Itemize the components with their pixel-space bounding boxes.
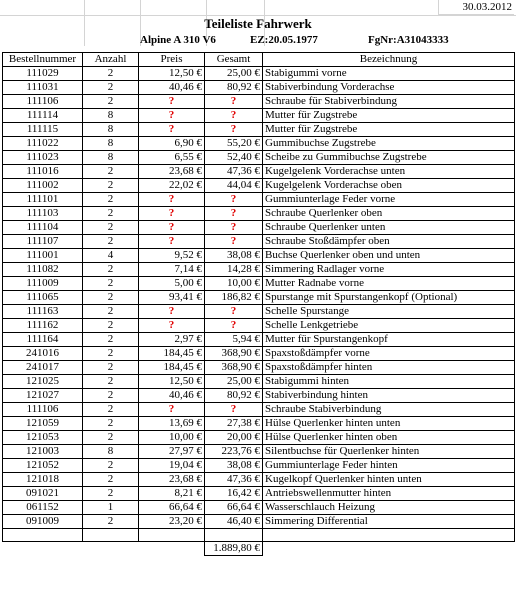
quantity-cell[interactable]: 2: [83, 361, 139, 375]
description-cell[interactable]: Stabiverbindung Vorderachse: [263, 81, 515, 95]
order-number-cell[interactable]: 111104: [3, 221, 83, 235]
quantity-cell[interactable]: 2: [83, 333, 139, 347]
empty-cell[interactable]: [205, 529, 263, 542]
total-cell[interactable]: 16,42 €: [205, 487, 263, 501]
description-cell[interactable]: Stabigummi vorne: [263, 67, 515, 81]
quantity-cell[interactable]: 2: [83, 235, 139, 249]
total-cell[interactable]: [205, 109, 263, 123]
unknown-value-mark: ?: [230, 95, 237, 107]
table-header-row: [3, 53, 515, 67]
total-cell[interactable]: [205, 123, 263, 137]
price-cell[interactable]: 8,21 €: [139, 487, 205, 501]
price-cell[interactable]: [139, 221, 205, 235]
table-row: [3, 515, 515, 529]
quantity-cell[interactable]: 2: [83, 375, 139, 389]
empty-cell[interactable]: [3, 542, 83, 556]
table-row: [3, 445, 515, 459]
column-header-description[interactable]: Bezeichnung: [263, 53, 515, 67]
unknown-value-mark: ?: [230, 319, 237, 331]
column-header-quantity[interactable]: Anzahl: [83, 53, 139, 67]
column-header-order-number[interactable]: Bestellnummer: [3, 53, 83, 67]
table-row: [3, 501, 515, 515]
empty-cell[interactable]: [83, 542, 139, 556]
description-cell[interactable]: Gummiunterlage Feder hinten: [263, 459, 515, 473]
grand-total-row: [3, 542, 515, 556]
price-cell[interactable]: [139, 319, 205, 333]
price-cell[interactable]: 23,68 €: [139, 473, 205, 487]
quantity-cell[interactable]: 2: [83, 417, 139, 431]
table-row: [3, 179, 515, 193]
table-row: [3, 375, 515, 389]
table-row: [3, 193, 515, 207]
total-cell[interactable]: 66,64 €: [205, 501, 263, 515]
total-cell[interactable]: 27,38 €: [205, 417, 263, 431]
quantity-cell[interactable]: 2: [83, 165, 139, 179]
quantity-cell[interactable]: 2: [83, 305, 139, 319]
order-number-cell[interactable]: 121003: [3, 445, 83, 459]
price-cell[interactable]: 12,50 €: [139, 67, 205, 81]
description-cell[interactable]: Buchse Querlenker oben und unten: [263, 249, 515, 263]
order-number-cell[interactable]: 241017: [3, 361, 83, 375]
unknown-value-mark: ?: [168, 207, 175, 219]
total-cell[interactable]: [205, 207, 263, 221]
grand-total-cell[interactable]: 1.889,80 €: [205, 542, 263, 556]
price-cell[interactable]: 13,69 €: [139, 417, 205, 431]
total-cell[interactable]: 80,92 €: [205, 81, 263, 95]
total-cell[interactable]: 368,90 €: [205, 361, 263, 375]
order-number-cell[interactable]: 111022: [3, 137, 83, 151]
price-cell[interactable]: [139, 403, 205, 417]
empty-cell[interactable]: [139, 542, 205, 556]
parts-table: [2, 52, 515, 556]
total-cell[interactable]: 47,36 €: [205, 473, 263, 487]
unknown-value-mark: ?: [168, 123, 175, 135]
description-cell[interactable]: Mutter für Zugstrebe: [263, 109, 515, 123]
price-cell[interactable]: [139, 109, 205, 123]
table-row: [3, 207, 515, 221]
quantity-cell[interactable]: 2: [83, 291, 139, 305]
description-cell[interactable]: Kugelgelenk Vorderachse unten: [263, 165, 515, 179]
order-number-cell[interactable]: 111009: [3, 277, 83, 291]
quantity-cell[interactable]: 2: [83, 389, 139, 403]
unknown-value-mark: ?: [168, 109, 175, 121]
total-cell[interactable]: 10,00 €: [205, 277, 263, 291]
empty-cell[interactable]: [263, 542, 515, 556]
order-number-cell[interactable]: 111164: [3, 333, 83, 347]
date-cell[interactable]: 30.03.2012: [438, 0, 514, 15]
total-cell[interactable]: 223,76 €: [205, 445, 263, 459]
price-cell[interactable]: [139, 123, 205, 137]
total-cell[interactable]: 5,94 €: [205, 333, 263, 347]
order-number-cell[interactable]: 121018: [3, 473, 83, 487]
unknown-value-mark: ?: [168, 221, 175, 233]
quantity-cell[interactable]: 2: [83, 515, 139, 529]
table-row: [3, 487, 515, 501]
total-cell[interactable]: 186,82 €: [205, 291, 263, 305]
table-row: [3, 249, 515, 263]
order-number-cell[interactable]: 111106: [3, 403, 83, 417]
price-cell[interactable]: 23,20 €: [139, 515, 205, 529]
table-row: [3, 305, 515, 319]
order-number-cell[interactable]: 111103: [3, 207, 83, 221]
order-number-cell[interactable]: 111001: [3, 249, 83, 263]
total-cell[interactable]: 38,08 €: [205, 249, 263, 263]
order-number-cell[interactable]: 121053: [3, 431, 83, 445]
table-row: [3, 151, 515, 165]
quantity-cell[interactable]: 2: [83, 319, 139, 333]
unknown-value-mark: ?: [230, 207, 237, 219]
price-cell[interactable]: 22,02 €: [139, 179, 205, 193]
column-header-price[interactable]: Preis: [139, 53, 205, 67]
description-cell[interactable]: Kugelkopf Querlenker hinten unten: [263, 473, 515, 487]
quantity-cell[interactable]: 8: [83, 151, 139, 165]
total-cell[interactable]: [205, 235, 263, 249]
description-cell[interactable]: Schraube Querlenker unten: [263, 221, 515, 235]
price-cell[interactable]: 10,00 €: [139, 431, 205, 445]
unknown-value-mark: ?: [168, 305, 175, 317]
unknown-value-mark: ?: [230, 109, 237, 121]
quantity-cell[interactable]: 2: [83, 473, 139, 487]
table-row: [3, 67, 515, 81]
order-number-cell[interactable]: 111107: [3, 235, 83, 249]
order-number-cell[interactable]: 111029: [3, 67, 83, 81]
order-number-cell[interactable]: 091009: [3, 515, 83, 529]
quantity-cell[interactable]: 2: [83, 459, 139, 473]
description-cell[interactable]: Hülse Querlenker hinten unten: [263, 417, 515, 431]
quantity-cell[interactable]: 2: [83, 277, 139, 291]
description-cell[interactable]: Schraube Stabiverbindung: [263, 403, 515, 417]
order-number-cell[interactable]: 111016: [3, 165, 83, 179]
description-cell[interactable]: Mutter für Zugstrebe: [263, 123, 515, 137]
table-row: [3, 123, 515, 137]
order-number-cell[interactable]: 061152: [3, 501, 83, 515]
total-cell[interactable]: 20,00 €: [205, 431, 263, 445]
total-cell[interactable]: [205, 305, 263, 319]
total-cell[interactable]: [205, 403, 263, 417]
description-cell[interactable]: Silentbuchse für Querlenker hinten: [263, 445, 515, 459]
description-cell[interactable]: Mutter Radnabe vorne: [263, 277, 515, 291]
order-number-cell[interactable]: 121025: [3, 375, 83, 389]
total-cell[interactable]: [205, 95, 263, 109]
column-header-total[interactable]: Gesamt: [205, 53, 263, 67]
vehicle-model[interactable]: Alpine A 310 V6: [140, 34, 216, 46]
order-number-cell[interactable]: 111031: [3, 81, 83, 95]
quantity-cell[interactable]: 2: [83, 179, 139, 193]
price-cell[interactable]: [139, 95, 205, 109]
description-cell[interactable]: Kugelgelenk Vorderachse oben: [263, 179, 515, 193]
price-cell[interactable]: [139, 207, 205, 221]
total-cell[interactable]: 368,90 €: [205, 347, 263, 361]
empty-cell[interactable]: [83, 529, 139, 542]
table-row: [3, 431, 515, 445]
quantity-cell[interactable]: 2: [83, 221, 139, 235]
order-number-cell[interactable]: 111163: [3, 305, 83, 319]
description-cell[interactable]: Simmering Differential: [263, 515, 515, 529]
order-number-cell[interactable]: 111065: [3, 291, 83, 305]
description-cell[interactable]: Stabigummi hinten: [263, 375, 515, 389]
price-cell[interactable]: 66,64 €: [139, 501, 205, 515]
order-number-cell[interactable]: 111115: [3, 123, 83, 137]
order-number-cell[interactable]: 111023: [3, 151, 83, 165]
unknown-value-mark: ?: [230, 193, 237, 205]
order-number-cell[interactable]: 241016: [3, 347, 83, 361]
total-cell[interactable]: 25,00 €: [205, 375, 263, 389]
order-number-cell[interactable]: 111082: [3, 263, 83, 277]
table-row: [3, 333, 515, 347]
quantity-cell[interactable]: 2: [83, 67, 139, 81]
quantity-cell[interactable]: 8: [83, 137, 139, 151]
price-cell[interactable]: 12,50 €: [139, 375, 205, 389]
table-row: [3, 319, 515, 333]
order-number-cell[interactable]: 091021: [3, 487, 83, 501]
description-cell[interactable]: Wasserschlauch Heizung: [263, 501, 515, 515]
total-cell[interactable]: 46,40 €: [205, 515, 263, 529]
description-cell[interactable]: Scheibe zu Gummibuchse Zugstrebe: [263, 151, 515, 165]
price-cell[interactable]: 27,97 €: [139, 445, 205, 459]
vehicle-chassis-number[interactable]: FgNr:A31043333: [368, 34, 449, 46]
price-cell[interactable]: 184,45 €: [139, 347, 205, 361]
price-cell[interactable]: 40,46 €: [139, 389, 205, 403]
description-cell[interactable]: Schelle Spurstange: [263, 305, 515, 319]
quantity-cell[interactable]: 2: [83, 431, 139, 445]
price-cell[interactable]: 7,14 €: [139, 263, 205, 277]
price-cell[interactable]: [139, 193, 205, 207]
price-cell[interactable]: [139, 235, 205, 249]
total-cell[interactable]: 47,36 €: [205, 165, 263, 179]
table-row: [3, 95, 515, 109]
order-number-cell[interactable]: 111101: [3, 193, 83, 207]
quantity-cell[interactable]: 1: [83, 501, 139, 515]
table-row: [3, 221, 515, 235]
total-cell[interactable]: 38,08 €: [205, 459, 263, 473]
table-row: [3, 277, 515, 291]
description-cell[interactable]: Antriebswellenmutter hinten: [263, 487, 515, 501]
description-cell[interactable]: Schelle Lenkgetriebe: [263, 319, 515, 333]
price-cell[interactable]: 6,90 €: [139, 137, 205, 151]
total-cell[interactable]: [205, 193, 263, 207]
unknown-value-mark: ?: [230, 235, 237, 247]
total-cell[interactable]: 25,00 €: [205, 67, 263, 81]
price-cell[interactable]: 19,04 €: [139, 459, 205, 473]
unknown-value-mark: ?: [168, 403, 175, 415]
unknown-value-mark: ?: [168, 235, 175, 247]
price-cell[interactable]: 23,68 €: [139, 165, 205, 179]
unknown-value-mark: ?: [230, 221, 237, 233]
price-cell[interactable]: 184,45 €: [139, 361, 205, 375]
description-cell[interactable]: Mutter für Spurstangenkopf: [263, 333, 515, 347]
quantity-cell[interactable]: 2: [83, 347, 139, 361]
description-cell[interactable]: Gummiunterlage Feder vorne: [263, 193, 515, 207]
table-row: [3, 165, 515, 179]
price-cell[interactable]: 6,55 €: [139, 151, 205, 165]
order-number-cell[interactable]: 121027: [3, 389, 83, 403]
table-row: [3, 263, 515, 277]
description-cell[interactable]: Spaxstoßdämpfer hinten: [263, 361, 515, 375]
quantity-cell[interactable]: 8: [83, 109, 139, 123]
table-row: [3, 403, 515, 417]
description-cell[interactable]: Spurstange mit Spurstangenkopf (Optional): [263, 291, 515, 305]
vehicle-registration-date[interactable]: EZ:20.05.1977: [250, 34, 318, 46]
price-cell[interactable]: 93,41 €: [139, 291, 205, 305]
order-number-cell[interactable]: 121052: [3, 459, 83, 473]
quantity-cell[interactable]: 8: [83, 123, 139, 137]
price-cell[interactable]: [139, 305, 205, 319]
unknown-value-mark: ?: [230, 305, 237, 317]
table-row: [3, 347, 515, 361]
price-cell[interactable]: 2,97 €: [139, 333, 205, 347]
total-cell[interactable]: 80,92 €: [205, 389, 263, 403]
total-cell[interactable]: 44,04 €: [205, 179, 263, 193]
blank-row: [3, 529, 515, 542]
quantity-cell[interactable]: 2: [83, 263, 139, 277]
description-cell[interactable]: Gummibuchse Zugstrebe: [263, 137, 515, 151]
table-row: [3, 473, 515, 487]
table-row: [3, 235, 515, 249]
quantity-cell[interactable]: 2: [83, 193, 139, 207]
description-cell[interactable]: Hülse Querlenker hinten oben: [263, 431, 515, 445]
table-row: [3, 137, 515, 151]
quantity-cell[interactable]: 8: [83, 445, 139, 459]
quantity-cell[interactable]: 2: [83, 403, 139, 417]
table-row: [3, 361, 515, 375]
order-number-cell[interactable]: 111106: [3, 95, 83, 109]
quantity-cell[interactable]: 2: [83, 207, 139, 221]
price-cell[interactable]: 9,52 €: [139, 249, 205, 263]
table-row: [3, 291, 515, 305]
unknown-value-mark: ?: [168, 95, 175, 107]
table-row: [3, 81, 515, 95]
quantity-cell[interactable]: 4: [83, 249, 139, 263]
order-number-cell[interactable]: 111162: [3, 319, 83, 333]
table-row: [3, 109, 515, 123]
description-cell[interactable]: Schraube Querlenker oben: [263, 207, 515, 221]
description-cell[interactable]: Simmering Radlager vorne: [263, 263, 515, 277]
total-cell[interactable]: [205, 221, 263, 235]
total-cell[interactable]: 52,40 €: [205, 151, 263, 165]
empty-cell[interactable]: [3, 529, 83, 542]
unknown-value-mark: ?: [230, 123, 237, 135]
table-row: [3, 459, 515, 473]
description-cell[interactable]: Schraube Stoßdämpfer oben: [263, 235, 515, 249]
empty-cell[interactable]: [263, 529, 515, 542]
unknown-value-mark: ?: [168, 193, 175, 205]
quantity-cell[interactable]: 2: [83, 95, 139, 109]
description-cell[interactable]: Stabiverbindung hinten: [263, 389, 515, 403]
quantity-cell[interactable]: 2: [83, 487, 139, 501]
description-cell[interactable]: Spaxstoßdämpfer vorne: [263, 347, 515, 361]
order-number-cell[interactable]: 121059: [3, 417, 83, 431]
table-row: [3, 389, 515, 403]
sheet-title[interactable]: Teileliste Fahrwerk: [204, 16, 312, 31]
table-row: [3, 417, 515, 431]
empty-cell[interactable]: [139, 529, 205, 542]
order-number-cell[interactable]: 111114: [3, 109, 83, 123]
description-cell[interactable]: Schraube für Stabiverbindung: [263, 95, 515, 109]
order-number-cell[interactable]: 111002: [3, 179, 83, 193]
unknown-value-mark: ?: [230, 403, 237, 415]
price-cell[interactable]: 5,00 €: [139, 277, 205, 291]
total-cell[interactable]: [205, 319, 263, 333]
total-cell[interactable]: 14,28 €: [205, 263, 263, 277]
unknown-value-mark: ?: [168, 319, 175, 331]
price-cell[interactable]: 40,46 €: [139, 81, 205, 95]
total-cell[interactable]: 55,20 €: [205, 137, 263, 151]
quantity-cell[interactable]: 2: [83, 81, 139, 95]
